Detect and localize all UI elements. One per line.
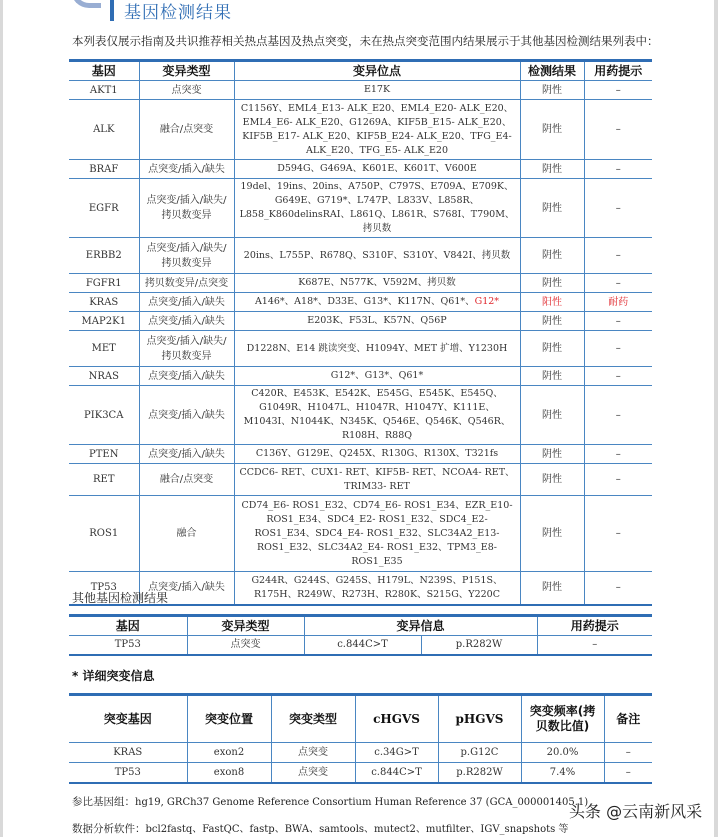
drug-cell: – [584,331,652,367]
chgvs-cell: c.844C>T [355,763,438,783]
drug-cell: – [584,100,652,160]
positive-site-highlight: G12* [474,296,500,307]
table-row [69,464,652,496]
table-row [69,636,652,655]
table-row [69,179,652,238]
sites-cell: E17K [234,81,520,100]
drug-cell: – [584,367,652,386]
sites-cell: G244R、G244S、G245S、H179L、N239S、P151S、R175H、R249W、R273H、R280K、S215G、Y220C [234,572,520,605]
col-header-result: 检测结果 [520,61,584,81]
type-cell: 点突变 [271,763,355,783]
col-header-drug: 用药提示 [537,616,652,636]
table-row [69,763,652,783]
col-header-type: 变异类型 [139,61,234,81]
type-cell: 融合 [139,496,234,572]
gene-cell: ERBB2 [69,238,139,274]
col-header-chgvs: cHGVS [355,695,438,743]
col-header-gene: 基因 [69,61,139,81]
drug-cell: – [584,445,652,464]
other-results-title: 其他基因检测结果 [72,591,169,605]
result-cell: 阴性 [520,312,584,331]
drug-cell: – [584,386,652,445]
type-cell: 融合/点突变 [139,100,234,160]
drug-cell: – [584,274,652,293]
analysis-software-line [72,820,568,836]
type-cell: 点突变 [271,743,355,763]
section-number-graphic [71,0,101,8]
gene-cell: PTEN [69,445,139,464]
section-divider-bar [110,0,114,21]
detail-title: * 详细突变信息 [72,669,155,683]
sites-cell: C1156Y、EML4_E13- ALK_E20、EML4_E20- ALK_E20、EML4_E6- ALK_E20、G1269A、KIF5B_E15- ALK_E20、KIF5B_E17- ALK_E20、KIF5B_E24- ALK_E20、TFG_E4- ALK_E20、TFG_E5- ALK_E20 [234,100,520,160]
report-page [3,0,714,837]
drug-cell: – [584,496,652,572]
frequency-cell: 20.0% [521,743,604,763]
type-cell: 点突变/插入/缺失 [139,572,234,605]
drug-cell: – [584,572,652,605]
gene-cell: FGFR1 [69,274,139,293]
intro-text: 本列表仅展示指南及共识推荐相关热点基因及热点突变，未在热点突变范围内结果展示于其他基因检测结果列表中： [72,34,659,48]
result-cell: 阴性 [520,238,584,274]
table-row [69,445,652,464]
reference-genome-label: 参比基因组： [72,796,135,808]
sites-cell: E203K、F53L、K57N、Q56P [234,312,520,331]
reference-genome-line [72,794,588,809]
result-cell: 阴性 [520,331,584,367]
table-row [69,367,652,386]
drug-cell: – [584,238,652,274]
position-cell: exon8 [187,763,271,783]
col-header-type: 变异类型 [187,616,304,636]
sites-cell: D594G、G469A、K601E、K601T、V600E [234,160,520,179]
col-header-drug: 用药提示 [584,61,652,81]
gene-cell: TP53 [69,763,187,783]
gene-cell: KRAS [69,743,187,763]
sites-cell: K687E、N577K、V592M、拷贝数 [234,274,520,293]
reference-genome-value: hg19, GRCh37 Genome Reference Consortium Human Reference 37 (GCA_000001405.1) [135,797,589,808]
note-cell: – [604,743,652,763]
gene-cell: AKT1 [69,81,139,100]
result-cell: 阴性 [520,179,584,238]
drug-cell: – [584,464,652,496]
sites-cell: CCDC6- RET、CUX1- RET、KIF5B- RET、NCOA4- RET、TRIM33- RET [234,464,520,496]
type-cell: 点突变/插入/缺失/拷贝数变异 [139,179,234,238]
gene-cell: RET [69,464,139,496]
sites-cell: C136Y、G129E、Q245X、R130G、R130X、T321fs [234,445,520,464]
table-row [69,312,652,331]
table-row [69,386,652,445]
col-header-info: 变异信息 [304,616,537,636]
type-cell: 点突变 [187,636,304,655]
type-cell: 点突变/插入/缺失 [139,386,234,445]
table-header-row [69,616,652,636]
table-row [69,331,652,367]
watermark: 头条 @云南新风采 [569,802,703,821]
result-cell: 阴性 [520,464,584,496]
table-row [69,743,652,763]
gene-cell: KRAS [69,293,139,312]
table-row [69,496,652,572]
drug-cell: – [584,312,652,331]
result-cell: 阴性 [520,386,584,445]
result-cell: 阴性 [520,160,584,179]
table-row-kras [69,293,652,312]
gene-cell: TP53 [69,572,139,605]
analysis-software-value: bcl2fastq、FastQC、fastp、BWA、samtools、mutect2、mutfilter、IGV_snapshots 等 [145,824,569,835]
sites-cell [234,293,520,312]
position-cell: exon2 [187,743,271,763]
drug-cell: – [584,179,652,238]
phgvs-cell: p.G12C [438,743,521,763]
type-cell: 点突变 [139,81,234,100]
note-cell: – [604,763,652,783]
type-cell: 拷贝数变异/点突变 [139,274,234,293]
section-title: 基因检测结果 [124,3,232,23]
other-results-table [69,614,652,656]
gene-cell: MET [69,331,139,367]
result-cell-positive: 阳性 [520,293,584,312]
result-cell: 阴性 [520,100,584,160]
col-header-sites: 变异位点 [234,61,520,81]
col-header-phgvs: pHGVS [438,695,521,743]
col-header-note: 备注 [604,695,652,743]
type-cell: 点突变/插入/缺失 [139,160,234,179]
col-header-position: 突变位置 [187,695,271,743]
type-cell: 点突变/插入/缺失 [139,293,234,312]
phgvs-cell: p.R282W [421,636,537,655]
col-header-frequency: 突变频率(拷贝数比值) [521,695,604,743]
col-header-gene: 突变基因 [69,695,187,743]
gene-cell: ROS1 [69,496,139,572]
table-header-row [69,695,652,743]
table-header-row [69,61,652,81]
type-cell: 点突变/插入/缺失 [139,445,234,464]
col-header-type: 突变类型 [271,695,355,743]
sites-cell: 19del、19ins、20ins、A750P、C797S、E709A、E709K、G649E、G719*、L747P、L833V、L858R、L858_K860delinsRAI、L861Q、L861R、S768I、T790M、拷贝数 [234,179,520,238]
sites-cell: D1228N、E14 跳读突变、H1094Y、MET 扩增、Y1230H [234,331,520,367]
result-cell: 阴性 [520,572,584,605]
result-cell: 阴性 [520,274,584,293]
type-cell: 点突变/插入/缺失 [139,312,234,331]
gene-cell: MAP2K1 [69,312,139,331]
table-row [69,100,652,160]
gene-cell: TP53 [69,636,187,655]
result-cell: 阴性 [520,445,584,464]
type-cell: 点突变/插入/缺失/拷贝数变异 [139,238,234,274]
sites-cell: CD74_E6- ROS1_E32、CD74_E6- ROS1_E34、EZR_E10- ROS1_E34、SDC4_E2- ROS1_E32、SDC4_E2- ROS1_E34、SDC4_E4- ROS1_E32、SLC34A2_E13- ROS1_E32、SLC34A2_E4- ROS1_E32、TPM3_E8- ROS1_E35 [234,496,520,572]
drug-cell-resistant: 耐药 [584,293,652,312]
type-cell: 融合/点突变 [139,464,234,496]
hotspot-table [69,59,652,606]
gene-cell: BRAF [69,160,139,179]
table-row [69,160,652,179]
col-header-gene: 基因 [69,616,187,636]
phgvs-cell: p.R282W [438,763,521,783]
sites-text: A146*、A18*、D33E、G13*、K117N、Q61*、 [254,296,475,307]
gene-cell: EGFR [69,179,139,238]
drug-cell: – [537,636,652,655]
result-cell: 阴性 [520,367,584,386]
result-cell: 阴性 [520,496,584,572]
chgvs-cell: c.844C>T [304,636,421,655]
type-cell: 点突变/插入/缺失/拷贝数变异 [139,331,234,367]
table-row [69,238,652,274]
gene-cell: NRAS [69,367,139,386]
gene-cell: PIK3CA [69,386,139,445]
sites-cell: 20ins、L755P、R678Q、S310F、S310Y、V842I、拷贝数 [234,238,520,274]
sites-cell: C420R、E453K、E542K、E545G、E545K、E545Q、G1049R、H1047L、H1047R、H1047Y、K111E、M1043I、N1044K、N345K、Q546E、Q546K、Q546R、R108H、R88Q [234,386,520,445]
gene-cell: ALK [69,100,139,160]
table-row [69,81,652,100]
detail-mutation-table [69,693,652,784]
result-cell: 阴性 [520,81,584,100]
drug-cell: – [584,160,652,179]
chgvs-cell: c.34G>T [355,743,438,763]
frequency-cell: 7.4% [521,763,604,783]
type-cell: 点突变/插入/缺失 [139,367,234,386]
table-row [69,274,652,293]
analysis-software-label: 数据分析软件： [72,823,146,835]
drug-cell: – [584,81,652,100]
sites-cell: G12*、G13*、Q61* [234,367,520,386]
